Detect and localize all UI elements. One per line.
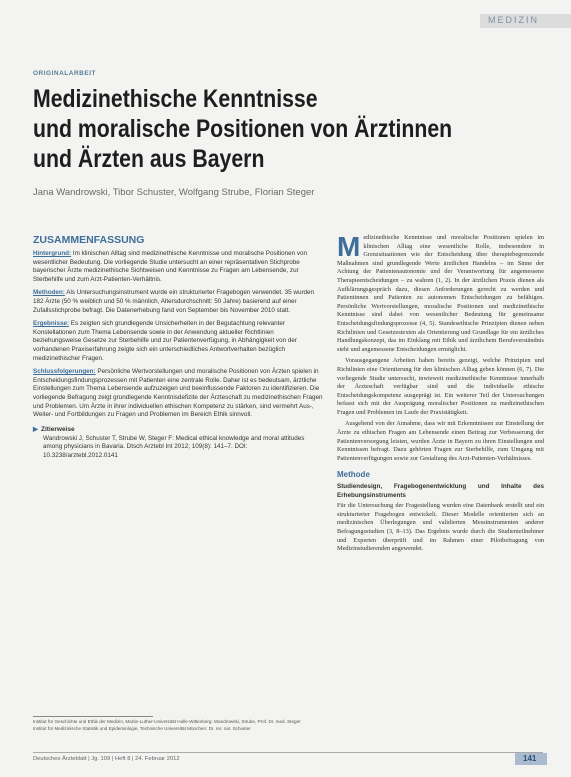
summary-heading: ZUSAMMENFASSUNG: [33, 234, 145, 246]
page-number: 141: [523, 754, 537, 763]
conclusions-text: Persönliche Wertvorstellungen und moralische Positionen von Ärzten spielen in Entscheidungsfindungsprozessen mit Patienten eine zentrale Rolle. Daher ist es bedeutsam, ärztliche Einstellungen zum Thema Lebensende aufzuzeigen und beeinflussende Faktoren zu identifizieren. Die vorliegende Befragung zeigt grundlegende Kenntnisdefizite der Ärzteschaft zu medizinethischen Fragen und Problemen. Um Ärzte in ihrer individuellen ethischen Kompetenz zu stärken, sind vermehrt Aus-, Weiter- und Fortbildungen zu Fragen und Problemen im Bereich Ethik sinnvoll.: [33, 368, 323, 419]
body-paragraph: Vorausgegangene Arbeiten haben bereits gezeigt, welche Prinzipien und Richtlinien eine Orientierung für den klinischen Alltag geben können (6, 7). Die vorliegende Studie untersucht, inwieweit medizinethische Kenntnisse innerhalb der Ärzteschaft verfügbar sind und die individuelle ethische Entscheidungskompetenz ausgeprägt ist. Ein weiterer Teil der Untersuchungen befasst sich mit der Ausprägung moralischer Positionen zu medizinethischen Fragen und Problemen im Laufe der Praxistätigkeit.: [337, 357, 544, 416]
footer-divider: [33, 752, 543, 753]
section-heading: Methode: [337, 470, 370, 480]
triangle-icon: ▶: [33, 425, 38, 433]
summary-text: [33, 250, 323, 420]
section-label: MEDIZIN: [488, 15, 539, 25]
background-label: Hintergrund:: [33, 250, 72, 257]
summary-methods: [33, 289, 323, 315]
subsection-heading: Studiendesign, Fragebogenentwicklung und Inhalte des Erhebungsinstruments: [337, 483, 544, 499]
body-paragraph: Für die Untersuchung der Fragestellung wurden eine Datenbank erstellt und ein strukturierter Fragebogen entwickelt. Dieser Modelle orientierten sich an medizinischen Überlegungen und validierten Messinstrumenten anderer Befragungsstudien (3, 8–13). Das Ergebnis wurde durch die Studienteilnehmer und Experten überprüft und im Rahmen einer Pilotbefragung von Medizinstudierenden angewendet.: [337, 502, 544, 553]
summary-results: [33, 320, 323, 363]
footnote: Institut für Medizinische Statistik und Epidemiologie, Technische Universität München: Dr. rer. nat. Schuster: [33, 726, 251, 732]
title-line: Medizinethische Kenntnisse: [33, 85, 318, 113]
summary-column: [33, 234, 323, 460]
citation-heading: [33, 425, 323, 433]
footnote-divider: [33, 716, 153, 717]
background-text: Im klinischen Alltag sind medizinethische Kenntnisse und moralische Positionen von wesentlicher Bedeutung. Die vorliegende Studie untersucht an einer repräsentativen Stichprobe bayerischer Ärzte medizinethische Sichtweisen und Kenntnisse zu Fragen am Lebensende, zur Sterbehilfe und zum Arzt-Patienten-Verhältnis.: [33, 250, 308, 283]
footnote: Institut für Geschichte und Ethik der Medizin, Martin-Luther-Universität Halle-Wittenberg: Wandrowski, Strube, Prof. Dr. med. Steger: [33, 719, 301, 724]
summary-background: [33, 250, 323, 284]
body-paragraph-text: edizinethische Kenntnisse und moralische Positionen spielen im klinischen Alltag eine wesentliche Rolle, insbesondere in Grenzsituationen wie der Entscheidung über therapiebegrenzende Maßnahmen sind grundlegende Werte ärztlichen Handelns – im Sinne der Achtung der Patientenautonomie und der Verantwortung für angemessene Therapieentscheidungen – zu wahren (1, 2). In der ärztlichen Praxis dienen als Aufklärungsgespräch dazu, diesen Anforderungen gerecht zu werden und Patientinnen und Patienten zu autonomen Entscheidungen zu befähigen. Persönliche Wertvorstellungen, moralische Positionen und medizinethische Kenntnisse sind dabei von wesentlicher Bedeutung für gemeinsame Entscheidungsfindungsprozesse (4, 5). Standesethische Prinzipien dienen neben Richtlinien und Gesetzestexten als Orientierung und Grundlage für ein ärztliches Handlungskonzept, das im Einklang mit Ethik und ärztlichem Berufsverständnis steht und angemessene Entscheidungen ermöglicht.: [337, 234, 544, 353]
dropcap-letter: M: [337, 231, 361, 262]
methods-text: Als Untersuchungsinstrument wurde ein strukturierter Fragebogen verwendet. 35 wurden 182 Ärzte (50 % weiblich und 50 % männlich, Altersdurchschnitt: 50 Jahre) basierend auf einer Zufallsstichprobe befragt. Die Datenerhebung fand von September bis November 2010 statt.: [33, 289, 315, 314]
author-list: Jana Wandrowski, Tibor Schuster, Wolfgang Strube, Florian Steger: [33, 187, 315, 198]
affiliation-footnotes: [33, 719, 328, 733]
title-line: und moralische Positionen von Ärztinnen: [33, 115, 453, 143]
body-paragraph: [337, 231, 544, 354]
body-text: [337, 231, 544, 554]
citation-text: Wandrowski J, Schuster T, Strube W, Steger F: Medical ethical knowledge and moral attitudes among physicians in Bavaria. Dtsch Arztebl Int 2012; 109(8): 141–7. DOI: 10.3238/arztebl.2012.0141: [43, 434, 305, 459]
body-column: [337, 231, 544, 557]
citation-heading-label: Zitierweise: [41, 425, 75, 433]
journal-footer: Deutsches Ärzteblatt | Jg. 109 | Heft 8 | 24. Februar 2012: [33, 756, 180, 762]
title-line: und Ärzten aus Bayern: [33, 145, 265, 173]
results-text: Es zeigten sich grundlegende Unsicherheiten in der Begutachtung relevanter Konstellationen zum Thema Lebensende sowie in der Anwendung aktueller Richtlinien beziehungsweise Gesetze zur Sterbehilfe und zur Patientenverfügung, in Abhängigkeit von der vorhandenen Praxiserfahrung zeigte sich ein unterschiedliches Antwortverhalten bezüglich medizinethischer Fragen.: [33, 320, 297, 362]
article-title: [33, 84, 467, 174]
summary-conclusions: [33, 368, 323, 420]
article-kicker: ORIGINALARBEIT: [33, 70, 96, 77]
body-paragraph: Ausgehend von der Annahme, dass wir mit Erkenntnissen zur Einstellung der Ärzte zu ethischen Fragen am Lebensende einen Beitrag zur Verbesserung der Patientenversorgung leisten, wurden Ärzte in Bayern zu ihren Einstellungen und Kenntnissen befragt. Dazu gehörten Fragen zur Sterbehilfe, zum Umgang mit Patientenverfügungen sowie zur Gestaltung des Arzt-Patienten-Verhältnisses.: [337, 420, 544, 462]
methods-label: Methoden:: [33, 289, 65, 297]
conclusions-label: Schlussfolgerungen:: [33, 368, 96, 376]
results-label: Ergebnisse:: [33, 320, 70, 328]
